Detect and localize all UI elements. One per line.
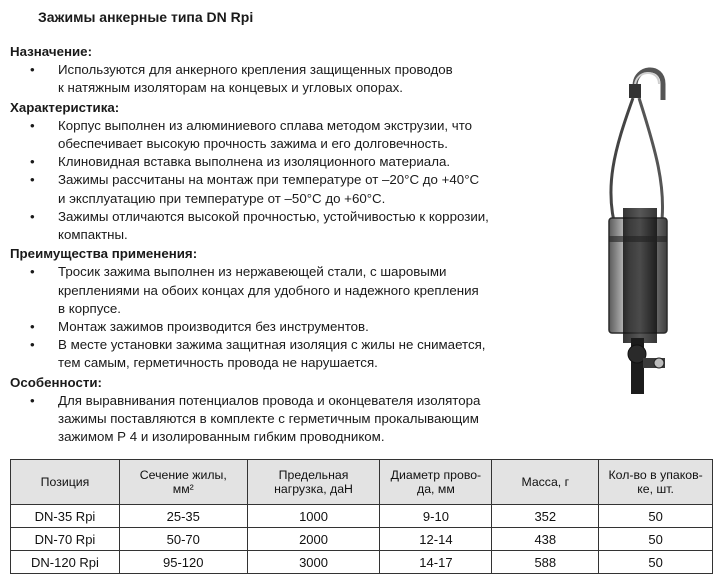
table-row xyxy=(11,528,713,551)
list-item xyxy=(10,171,550,207)
table-cell: 14-17 xyxy=(380,551,492,574)
header-text: Кол-во в упаков- xyxy=(608,468,703,482)
table-cell: 438 xyxy=(492,528,599,551)
header-text: Позиция xyxy=(40,475,90,489)
table-cell: DN-35 Rpi xyxy=(11,505,120,528)
bullet: • xyxy=(30,154,35,170)
table-cell: DN-120 Rpi xyxy=(11,551,120,574)
table-cell: 50 xyxy=(599,551,713,574)
list-item-line: в корпусе. xyxy=(58,300,121,316)
list-item xyxy=(10,153,550,171)
table-cell: 50-70 xyxy=(119,528,247,551)
table-cell: 12-14 xyxy=(380,528,492,551)
anchor-clamp-photo xyxy=(575,58,705,398)
bullet: • xyxy=(30,172,35,188)
description xyxy=(10,43,550,446)
list-item-line: зажимом Р 4 и изолированным гибким проводником. xyxy=(58,429,385,445)
list-item-line: и эксплуатацию при температуре от –50°С до +60°С. xyxy=(58,190,386,206)
list-item-line: зажимы поставляются в комплекте с герметичным прокалывающим xyxy=(58,411,479,427)
bullet: • xyxy=(30,392,35,408)
list-item-line: Используются для анкерного крепления защищенных проводов xyxy=(58,62,453,78)
table-cell: DN-70 Rpi xyxy=(11,528,120,551)
list-item xyxy=(10,117,550,153)
table-cell: 50 xyxy=(599,505,713,528)
list-item-line: Корпус выполнен из алюминиевого сплава методом экструзии, что xyxy=(58,117,473,133)
bullet: • xyxy=(30,62,35,78)
table-cell: 3000 xyxy=(247,551,380,574)
section-heading-features: Особенности: xyxy=(10,374,102,390)
list-item xyxy=(10,263,550,318)
table-cell: 1000 xyxy=(247,505,380,528)
header-text: ке, шт. xyxy=(637,482,674,496)
table-cell: 588 xyxy=(492,551,599,574)
list-item-line: Для выравнивания потенциалов провода и оконцевателя изолятора xyxy=(58,392,481,408)
list-item-line: Зажимы рассчитаны на монтаж при температуре от –20°С до +40°С xyxy=(58,172,480,188)
header-cell xyxy=(119,460,247,505)
table-cell: 9-10 xyxy=(380,505,492,528)
table-cell: 95-120 xyxy=(119,551,247,574)
bullet: • xyxy=(30,264,35,280)
list-item-line: Монтаж зажимов производится без инструментов. xyxy=(58,319,369,335)
page-title: Зажимы анкерные типа DN Rpi xyxy=(38,9,254,25)
table-header-row xyxy=(11,460,713,505)
list-item-line: Зажимы отличаются высокой прочностью, устойчивостью к коррозии, xyxy=(58,208,489,224)
bullet: • xyxy=(30,337,35,353)
list-item-line: обеспечивает высокую прочность зажима и его долговечность. xyxy=(58,136,448,152)
list-item xyxy=(10,61,550,97)
table-row xyxy=(11,551,713,574)
table-row xyxy=(11,505,713,528)
list-item xyxy=(10,318,550,336)
list-item-line: компактны. xyxy=(58,227,128,243)
bullet: • xyxy=(30,319,35,335)
header-cell xyxy=(247,460,380,505)
section-heading-advantages: Преимущества применения: xyxy=(10,246,198,262)
list-item-line: к натяжным изоляторам на концевых и угловых опорах. xyxy=(58,80,403,96)
header-cell xyxy=(380,460,492,505)
header-text: Масса, г xyxy=(521,475,570,489)
header-text: мм² xyxy=(172,482,194,496)
section-heading-characteristics: Характеристика: xyxy=(10,99,120,115)
table-cell: 352 xyxy=(492,505,599,528)
list-item xyxy=(10,208,550,244)
table-cell: 2000 xyxy=(247,528,380,551)
list-item-line: Тросик зажима выполнен из нержавеющей стали, с шаровыми xyxy=(58,264,447,280)
list-item-line: креплениями на обоих концах для удобного и надежного крепления xyxy=(58,282,479,298)
list-item xyxy=(10,392,550,447)
bullet: • xyxy=(30,208,35,224)
header-cell xyxy=(492,460,599,505)
spec-table xyxy=(10,459,713,574)
header-cell xyxy=(11,460,120,505)
header-text: Сечение жилы, xyxy=(139,468,227,482)
list-item-line: тем самым, герметичность провода не нарушается. xyxy=(58,355,378,371)
header-text: нагрузка, даН xyxy=(274,482,353,496)
header-text: да, мм xyxy=(417,482,455,496)
table-cell: 25-35 xyxy=(119,505,247,528)
header-text: Предельная xyxy=(278,468,349,482)
header-text: Диаметр прово- xyxy=(390,468,482,482)
section-heading-purpose: Назначение: xyxy=(10,44,93,59)
list-item-line: Клиновидная вставка выполнена из изоляционного материала. xyxy=(58,154,451,170)
list-item xyxy=(10,336,550,372)
bullet: • xyxy=(30,117,35,133)
list-item-line: В месте установки зажима защитная изоляция с жилы не снимается, xyxy=(58,337,486,353)
header-cell xyxy=(599,460,713,505)
table-cell: 50 xyxy=(599,528,713,551)
